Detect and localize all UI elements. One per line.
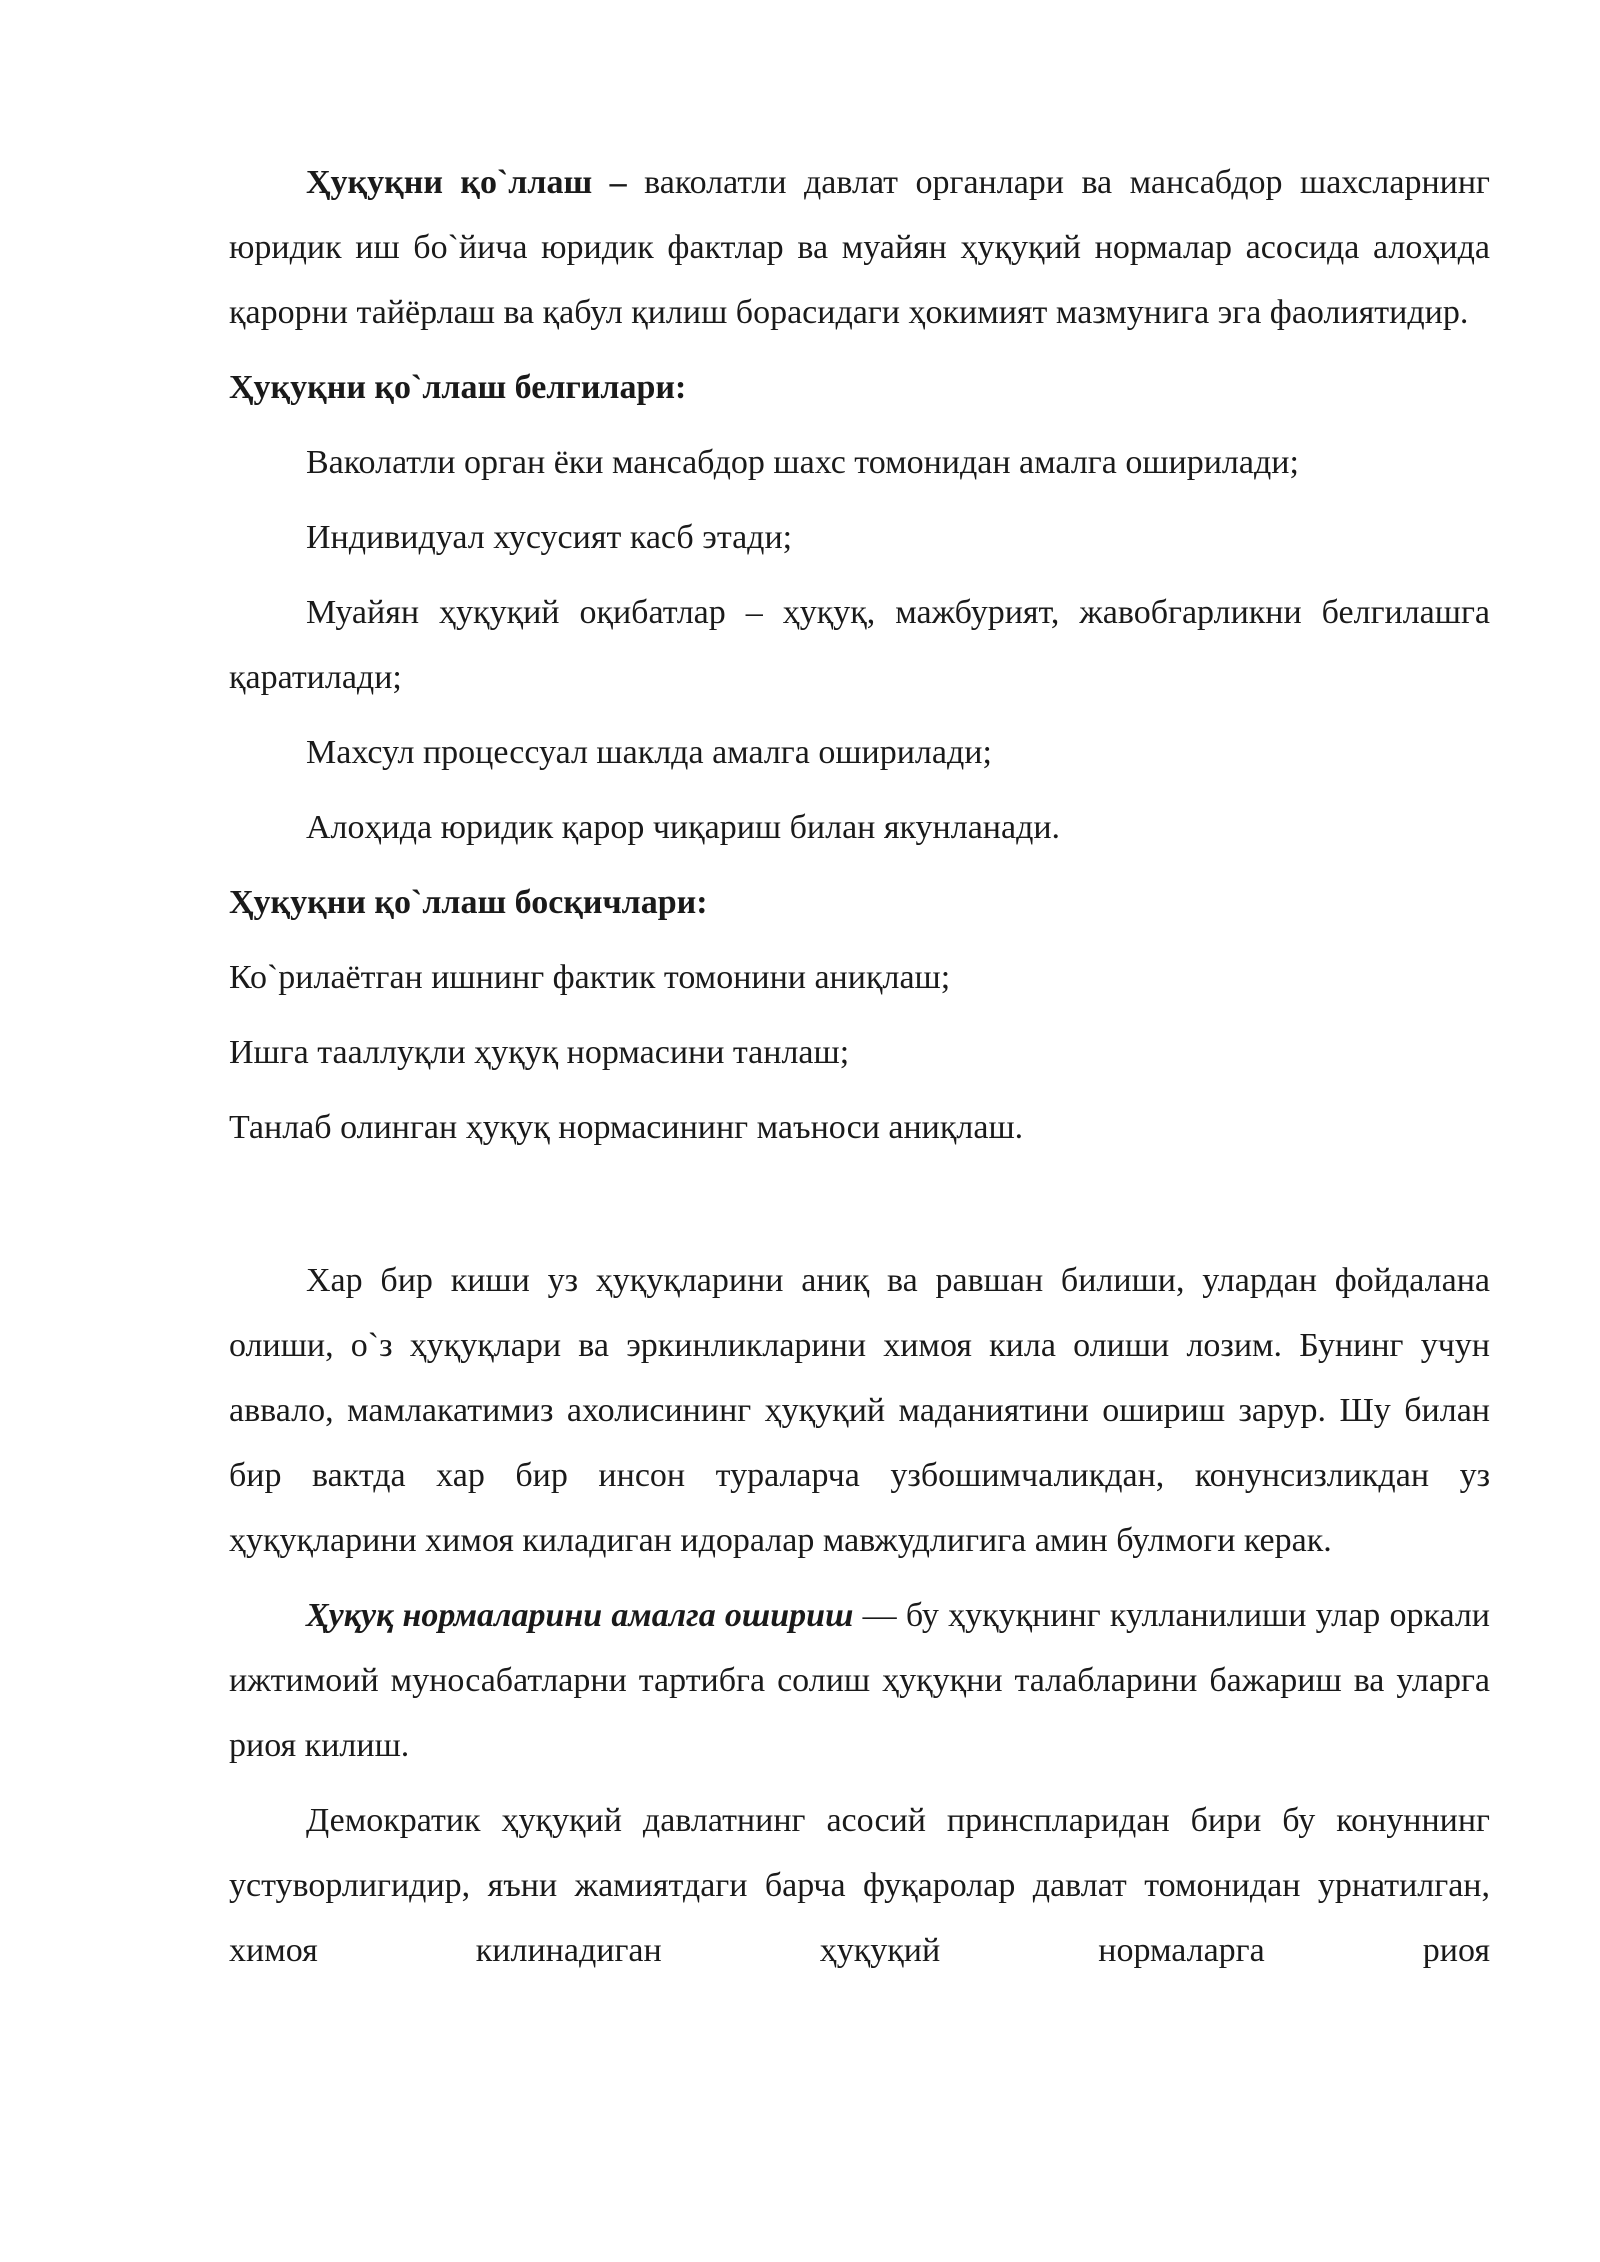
body-paragraph-2 xyxy=(229,1583,1490,1778)
intro-term: Ҳуқуқни қо`ллаш – xyxy=(306,164,627,201)
feature-item: Ваколатли орган ёки мансабдор шахс томонидан амалга оширилади; xyxy=(306,444,1299,481)
stage-item: Ко`рилаётган ишнинг фактик томонини аниқлаш; xyxy=(229,959,951,996)
feature-item: Алоҳида юридик қарор чиқариш билан якунланади. xyxy=(306,809,1061,846)
feature-item: Индивидуал хусусият касб этади; xyxy=(306,519,793,556)
document-page xyxy=(229,150,1490,1993)
stage-item: Ишга тааллуқли ҳуқуқ нормасини танлаш; xyxy=(229,1034,850,1071)
stage-item: Танлаб олинган ҳуқуқ нормасининг маъноси аниқлаш. xyxy=(229,1109,1024,1146)
intro-paragraph xyxy=(229,150,1490,345)
feature-item: Махсул процессуал шаклда амалга оширилади; xyxy=(306,734,992,771)
features-heading: Ҳуқуқни қо`ллаш белгилари: xyxy=(229,369,687,406)
implementation-text: — бу ҳуқуқнинг кулланилиши улар оркали ижтимоий муносабатларни тартибга солиш ҳуқуқни талабларини бажариш ва уларга риоя килиш. xyxy=(229,1597,1490,1764)
body-paragraph-3: Демократик ҳуқуқий давлатнинг асосий принспларидан бири бу конуннинг устуворлигидир, яъни жамиятдаги барча фуқаролар давлат томонидан урнатилган, химоя килинадиган ҳуқуқий нормаларга риоя xyxy=(229,1802,1490,1969)
implementation-term: Ҳуқуқ нормаларини амалга ошириш xyxy=(306,1597,854,1634)
body-paragraph-1: Хар бир киши уз ҳуқуқларини аниқ ва равшан билиши, улардан фойдалана олиши, о`з ҳуқуқлари ва эркинликларини химоя кила олиши лозим. Бунинг учун аввало, мамлакатимиз ахолисининг ҳуқуқий маданиятини ошириш зарур. Шу билан бир вактда хар бир инсон тураларча узбошимчаликдан, конунсизликдан уз ҳуқуқларини химоя киладиган идоралар мавжудлигига амин булмоги керак. xyxy=(229,1262,1490,1559)
section-spacer xyxy=(229,1170,1490,1248)
feature-item: Муайян ҳуқуқий оқибатлар – ҳуқуқ, мажбурият, жавобгарликни белгилашга қаратилади; xyxy=(229,594,1490,696)
stages-heading: Ҳуқуқни қо`ллаш босқичлари: xyxy=(229,884,708,921)
intro-text: ваколатли давлат органлари ва мансабдор шахсларнинг юридик иш бо`йича юридик фактлар ва муайян ҳуқуқий нормалар асосида алоҳида қарорни тайёрлаш ва қабул қилиш борасидаги ҳокимият мазмунига эга фаолиятидир. xyxy=(229,164,1490,331)
